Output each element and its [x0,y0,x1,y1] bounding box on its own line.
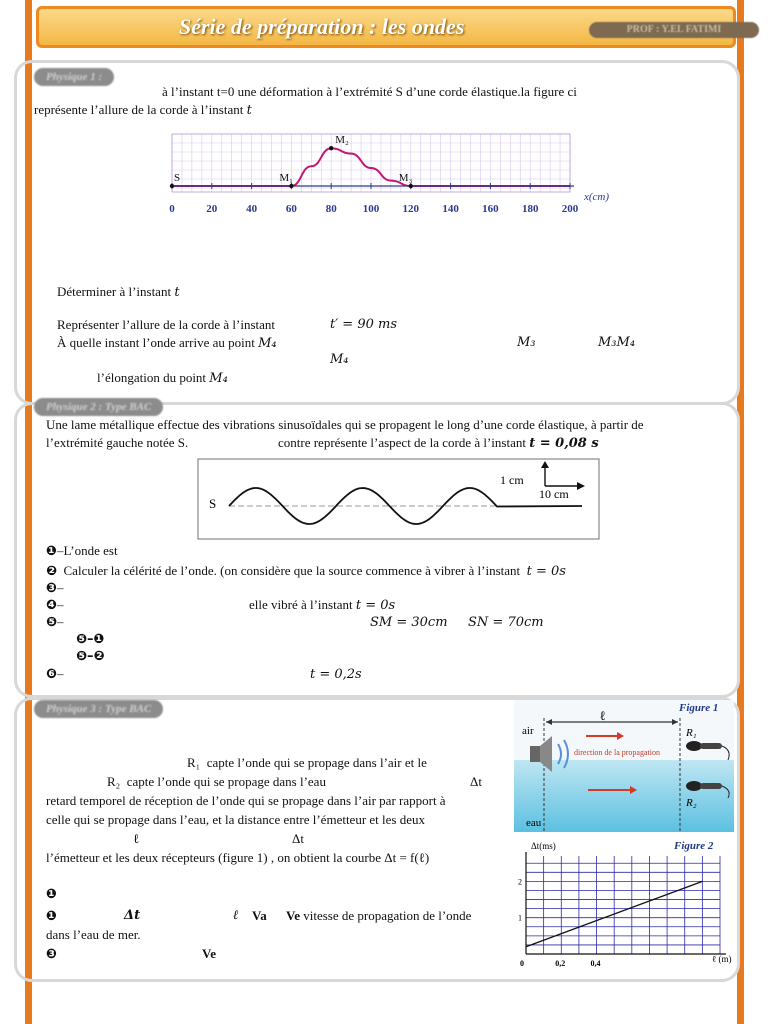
ex2-question-6 [46,666,64,683]
fig2-x-label: ℓ (m) [712,954,732,964]
figure-1-setup [514,700,734,832]
ex2-question-3 [46,580,64,597]
fig2-y-tick-label-0: 1 [518,913,522,923]
rope-x-tick-label-40: 40 [246,203,258,215]
rope-x-tick-label-200: 200 [561,203,579,215]
ex2-q2-math: t = 0s [526,564,566,579]
ex1-question-4 [97,370,228,387]
ex2-fig-scale-x: 10 cm [539,487,569,501]
ex3-q2-l: ℓ [233,908,239,923]
fig1-air-label: air [522,725,534,737]
exercise-1-tag: Physique 1 : [34,68,114,86]
figure-2-graph [514,836,734,986]
ex2-fig-scale-y: 1 cm [500,473,524,487]
ex1-q1-text: Déterminer à l’instant [57,284,175,299]
ex3-q3-num: ❸ [46,947,58,962]
ex3-p5-l: ℓ [133,831,140,846]
fig1-direction-label: direction de la propagation [574,748,660,757]
fig2-x-tick-label-2: 0,4 [590,959,601,968]
ex3-question-1: ❶ [46,887,58,902]
rope-point-label-60: M₁ [279,172,294,184]
ex1-q2-math: t′ = 90 ms [330,317,398,332]
ex2-q3-num: ❸ [46,581,58,596]
rope-x-tick-label-140: 140 [442,203,459,215]
ex2-q4-num: ❹ [46,598,58,613]
ex1-q3-m4: M₄ [258,336,277,351]
ex3-p5-dt: Δt [292,831,304,846]
ex3-para-line2 [107,774,326,790]
ex1-question-3 [57,335,277,352]
ex2-q4-text-part: elle vibré à l’instant [249,597,353,612]
ex2-q4-math: t = 0s [355,598,396,613]
ex2-q2-text: Calculer la célérité de l’onde. (on considère que la source commence à vibrer à l’instant [63,563,521,578]
ex2-q5-math-sn: SN = 70cm [468,615,544,630]
ex3-question-2 [46,908,57,925]
ex2-q3-text: – [57,580,64,595]
rope-x-axis-label: x(cm) [584,191,610,203]
rope-x-tick-label-180: 180 [521,203,539,215]
fig2-x-tick-label-0: 0 [520,959,524,968]
ex2-q4-dash: – [57,597,64,612]
rope-point-label-80: M₂ [335,134,349,147]
fig1-r2-label: R₂ [686,797,697,809]
fig1-eau-label: eau [526,817,542,829]
ex2-question-2 [46,563,566,580]
fig2-x-tick-label-1: 0,2 [555,959,566,968]
ex2-question-5 [46,614,64,631]
ex3-p2-text: capte l’onde qui se propage dans l’eau [126,774,326,789]
ex1-q3-m3m4: M₃M₄ [598,335,636,350]
figure-rope-pulse [160,128,630,218]
ex2-question-4 [46,597,64,614]
ex2-q5-dash: – [57,614,64,629]
exercise-2-tag: Physique 2 : Type BAC [34,398,163,416]
ex2-q5-math-sm: SM = 30cm [370,615,448,630]
rope-x-tick-label-60: 60 [285,203,297,215]
ex2-question-5-2: ❺–❷ [76,649,105,664]
rope-point-label-120: M₃ [398,172,413,184]
rope-point-0 [170,184,174,188]
ex3-r2: R₂ [107,774,121,789]
rope-x-tick-label-80: 80 [325,203,337,215]
ex3-q2-va: Va [252,908,267,923]
ex1-q3-text: À quelle instant l’onde arrive au point [57,335,259,350]
ex3-q2-dt: Δt [124,908,141,923]
ex1-q4-text: l’élongation du point [97,370,210,385]
rope-x-tick-label-0: 0 [169,203,175,215]
ex3-q2-ve: Ve [286,908,300,923]
ex3-q3-ve: Ve [202,946,216,961]
ex1-q3-m3: M₃ [517,335,536,350]
ex1-q3-m4b: M₄ [330,352,349,367]
ex2-q4-text [249,597,395,614]
figure-sinusoidal-rope [197,458,600,540]
ex2-intro-line2a: l’extrémité gauche notée S. [46,435,189,450]
ex3-para-line6: l’émetteur et les deux récepteurs (figure 1) , on obtient la courbe Δt = f(ℓ) [46,850,430,865]
ex2-q1-num: ❶ [46,544,58,559]
ex3-q2-line2: dans l’eau de mer. [46,927,141,942]
ex2-line2-math: t = 0,08 s [529,436,599,451]
rope-x-tick-label-120: 120 [402,203,420,215]
figure-1-title: Figure 1 [679,702,719,714]
ex2-line2b-text: contre représente l’aspect de la corde à l’instant [278,435,526,450]
fig1-r1-label: R₁ [686,727,697,739]
page-header [36,6,736,48]
ex3-q2-text: vitesse de propagation de l’onde [303,908,472,923]
ex3-p1-text: capte l’onde qui se propage dans l’air et le [206,755,427,770]
ex3-para-line3: retard temporel de réception de l’onde qui se propage dans l’air par rapport à [46,793,446,808]
ex1-var-t: t [246,103,252,118]
ex3-r1: R₁ [187,755,201,770]
ex2-q6-num: ❻ [46,667,58,682]
ex1-intro-line2-text: représente l’allure de la corde à l’instant [34,102,247,117]
page-title: Série de préparation : les ondes [179,14,465,39]
fig2-grid [526,856,720,954]
rope-point-120 [409,184,413,188]
rope-x-tick-label-20: 20 [206,203,218,215]
rope-x-axis [169,134,579,215]
ex2-q6-dash: – [57,666,64,681]
rope-x-tick-label-100: 100 [362,203,380,215]
ex1-q4-m4: M₄ [209,371,228,386]
ex2-q6-math: t = 0,2s [310,667,362,682]
ex1-question-2: Représenter l’allure de la corde à l’instant [57,317,276,332]
ex2-fig-S-label: S [209,496,217,511]
ex2-question-1 [46,543,118,560]
ex3-question-3 [46,946,57,963]
rope-point-80 [329,146,333,150]
ex1-q1-var: t [174,285,180,300]
ex2-q1-text: –L’onde est [57,543,118,558]
fig2-y-tick-label-1: 2 [518,877,522,887]
ex2-question-5-1: ❺–❶ [76,632,105,647]
rope-point-60 [289,184,293,188]
rope-point-label-0: S [174,172,181,184]
ex1-intro-line2 [34,102,252,119]
figure-2-title: Figure 2 [674,840,714,852]
ex1-intro-line1: à l’instant t=0 une déformation à l’extrémité S d’une corde élastique.la figure ci [162,84,577,99]
ex2-q2-num: ❷ [46,564,58,579]
exercise-3-tag: Physique 3 : Type BAC [34,700,163,718]
ex3-para-line1 [187,755,427,771]
ex2-q5-num: ❺ [46,615,58,630]
rope-x-tick-label-160: 160 [482,203,499,215]
ex3-para-line4: celle qui se propage dans l’eau, et la distance entre l’émetteur et les deux [46,812,425,827]
ex2-intro-line1: Une lame métallique effectue des vibrations sinusoïdales qui se propagent le long d’une corde élastique, à partir de [46,417,644,432]
ex2-intro-line2b [278,435,599,452]
ex3-q2-ve-text [286,908,471,924]
fig2-y-label: Δt(ms) [531,841,556,851]
fig1-l-label: ℓ [600,708,605,723]
ex1-question-1 [57,284,180,301]
ex3-p2-dt: Δt [470,774,482,789]
ex3-q2-num: ❶ [46,909,58,924]
author-badge: PROF : Y.EL FATIMI [589,22,759,38]
